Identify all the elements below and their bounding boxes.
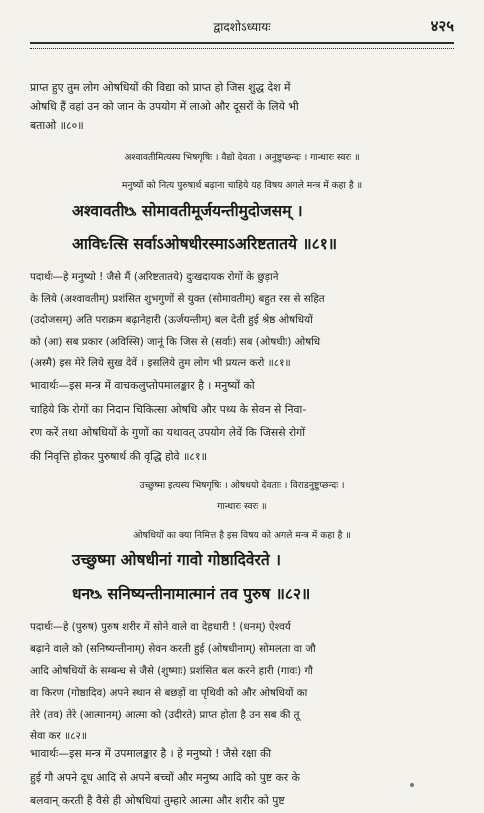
text-line: सेवा कर ॥८२॥ [30, 730, 88, 742]
text-line: को (आ) सब प्रकार (अविस्सि) जानूं कि जिस से (सर्वाः) सब (ओषधीः) ओषधि [30, 336, 321, 348]
text-line: बलवान् करती है वैसे ही ओषधियां तुम्हारे आत्मा और शरीर को पुष्ट [30, 794, 285, 807]
text-line: के लिये (अश्वावतीम्) प्रशंसित शुभगुणों से युक्त (सोमावतीम्) बहुत रस से सहित [30, 293, 325, 305]
text-line: (उदोजसम्) अति पराक्रम बढ़ानेहारी (ऊर्जयन्तीम्) बल देती हुई श्रेष्ठ ओषधियों [30, 314, 313, 326]
mantra-intro: ओषधियों का क्या निमित्त है इस विषय को अगले मन्त्र में कहा है ॥ [133, 530, 351, 541]
text-line: रण करें तथा ओषधियों के गुणों का यथावत् उपयोग लेवें कि जिससे रोगों [30, 426, 306, 439]
text-line: ओषधि हैं वहां उन को जान के उपयोग में लाओ और दूसरों के लिये भी [30, 100, 299, 113]
text-line: हुई गौ अपने दूध आदि से अपने बच्चों और मनुष्य आदि को पुष्ट कर के [30, 771, 300, 784]
text-line: प्राप्त हुए तुम लोग ओषधियों की विद्या को प्राप्त हो जिस शुद्ध देश में [30, 81, 291, 94]
mantra-attribution: गान्धारः स्वरः ॥ [217, 501, 267, 512]
mantra-verse: आविᳮत्सि सर्वाऽओषधीरस्माऽअरिष्टतातये ॥८१॥ [72, 235, 338, 253]
text-line: भावार्थः—इस मन्त्र में उपमालङ्कार है । हे मनुष्यो ! जैसे रक्षा की [30, 747, 272, 760]
mantra-verse: धनᳬ सनिष्यन्तीनामात्मानं तव पुरुष ॥८२॥ [72, 585, 311, 603]
mantra-verse: अश्वावतीᳬ सोमावतीमूर्जयन्तीमुदोजसम् । [72, 202, 303, 220]
mantra-intro: मनुष्यों को नित्य पुरुषार्थ बढ़ाना चाहिये यह विषय अगले मन्त्र में कहा है ॥ [121, 180, 363, 191]
ink-speck [410, 783, 414, 787]
text-line: भावार्थः—इस मन्त्र में वाचकलुप्तोपमालङ्कार है । मनुष्यों को [30, 379, 255, 392]
page-number: ४२५ [430, 17, 454, 35]
mantra-attribution: अश्वावतीमित्यस्य भिषगृषिः । वैद्यो देवता । अनुष्टुप्छन्दः । गान्धारः स्वरः ॥ [124, 152, 360, 163]
text-line: पदार्थः—हे मनुष्यो ! जैसे मैं (अरिष्टतातये) दुःखदायक रोगों के छुड़ाने [30, 271, 279, 283]
mantra-verse: उच्छुष्मा ओषधीनां गावो गोष्ठादिवेरते । [72, 551, 281, 569]
text-line: की निवृत्ति होकर पुरुषार्थ की वृद्धि होवे ॥८१॥ [30, 450, 208, 463]
text-line: आदि ओषधियों के सम्बन्ध से जैसे (शुष्माः) प्रशंसित बल करने हारी (गावः) गौ [30, 665, 313, 677]
text-line: (अस्मै) इस मेरे लिये सुख देवें । इसलिये तुम लोग भी प्रयत्न करो ॥८१॥ [30, 357, 291, 369]
text-line: बताओ ॥८०॥ [30, 119, 84, 132]
header-divider [30, 42, 454, 49]
text-line: पदार्थः—हे (पुरुष) पुरुष शरीर में सोने वाले वा देहधारी ! (धनम्) ऐश्वर्य [30, 621, 291, 633]
text-line: वा किरण (गोष्ठादिव) अपने स्थान से बछड़ों वा पृथिवी को और ओषधियों का [30, 687, 308, 699]
text-line: बढ़ाने वाले को (सनिष्यन्तीनाम्) सेवन करती हुई (ओषधीनाम्) सोमलता वा जौ [30, 643, 316, 655]
mantra-attribution: उच्छुष्मा इत्यस्य भिषगृषिः । ओषधयो देवताः । विराडनुष्टुप्छन्दः । [139, 480, 345, 491]
text-line: चाहिये कि रोगों का निदान चिकित्सा ओषधि और पथ्य के सेवन से निवा- [30, 403, 307, 416]
running-header [30, 14, 454, 38]
text-line: तेरे (तव) तेरे (आत्मानम्) आत्मा को (उदीरते) प्राप्त होता है उन सब की तू [30, 709, 300, 721]
chapter-title: द्वादशोऽध्यायः [213, 20, 271, 34]
